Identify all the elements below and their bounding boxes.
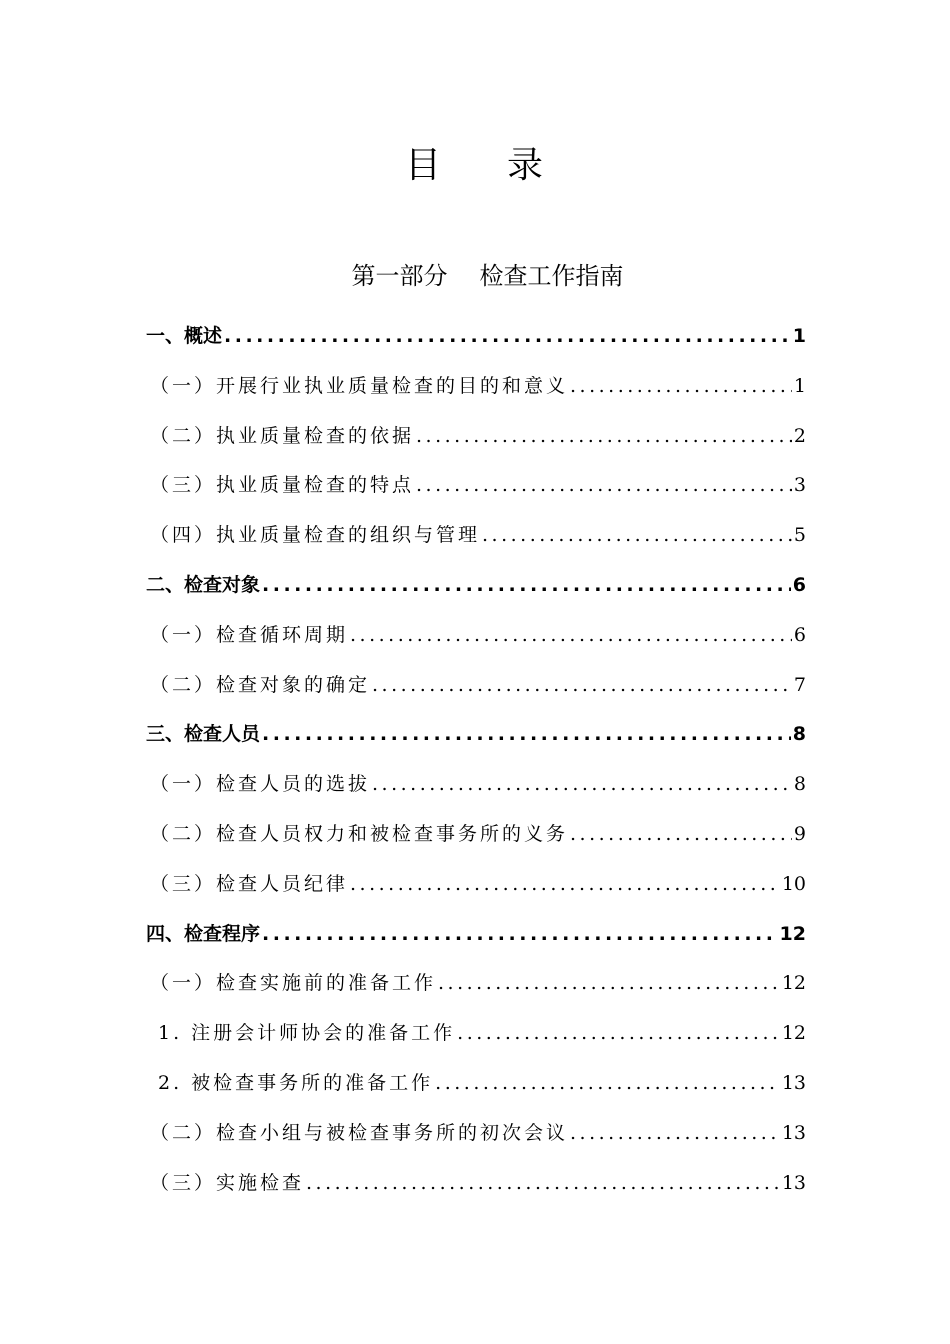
toc-entry-label: 一、概述 xyxy=(146,325,223,347)
toc-dot-leader xyxy=(350,860,780,910)
toc-entry[interactable] xyxy=(146,511,806,561)
toc-entry[interactable] xyxy=(146,1109,806,1159)
toc-page-number: 3 xyxy=(793,474,806,497)
toc-page-number: 12 xyxy=(781,1022,806,1045)
toc-entry[interactable] xyxy=(146,412,806,462)
toc-entry-label: （二）检查小组与被检查事务所的初次会议 xyxy=(150,1121,569,1144)
toc-entry-label: （一）开展行业执业质量检查的目的和意义 xyxy=(150,374,569,397)
toc-dot-leader xyxy=(570,362,792,412)
toc-entry-label: 二、检查对象 xyxy=(146,573,261,596)
toc-entry[interactable] xyxy=(146,760,806,810)
toc-entry[interactable] xyxy=(146,362,806,412)
toc-page-number: 8 xyxy=(793,773,806,796)
toc-entry-label: 1. 注册会计师协会的准备工作 xyxy=(158,1022,456,1045)
toc-page-number: 1 xyxy=(793,374,806,397)
toc-entry-label: 2. 被检查事务所的准备工作 xyxy=(158,1071,434,1094)
toc-dot-leader xyxy=(570,810,792,860)
toc-page-number: 12 xyxy=(779,922,806,945)
toc-entry-label: （三）执业质量检查的特点 xyxy=(150,474,415,497)
toc-dot-leader xyxy=(350,611,792,661)
toc-entry-label: （一）检查实施前的准备工作 xyxy=(150,972,437,995)
toc-entry-label: （一）检查人员的选拔 xyxy=(150,773,371,796)
toc-entry[interactable] xyxy=(146,1009,806,1059)
toc-page-number: 10 xyxy=(781,872,806,895)
toc-dot-leader xyxy=(372,661,792,711)
toc-page-number: 13 xyxy=(781,1071,806,1094)
title-char-2: 录 xyxy=(507,145,546,186)
page-title xyxy=(0,138,950,194)
toc-entry-label: 四、检查程序 xyxy=(146,922,261,945)
toc-entry-label: （二）检查人员权力和被检查事务所的义务 xyxy=(150,822,569,845)
toc-page-number: 13 xyxy=(781,1171,806,1194)
toc-dot-leader xyxy=(372,760,792,810)
table-of-contents xyxy=(146,312,806,1208)
toc-entry[interactable] xyxy=(146,561,806,611)
toc-dot-leader xyxy=(262,910,778,960)
toc-entry[interactable] xyxy=(146,1159,806,1209)
toc-entry-label: （三）检查人员纪律 xyxy=(150,872,349,895)
toc-page-number: 9 xyxy=(793,822,806,845)
toc-entry[interactable] xyxy=(146,910,806,960)
toc-entry-label: （二）执业质量检查的依据 xyxy=(150,424,415,447)
toc-entry-label: 三、检查人员 xyxy=(146,723,261,746)
toc-page-number: 6 xyxy=(792,573,806,596)
toc-page-number: 8 xyxy=(792,723,806,746)
toc-dot-leader xyxy=(306,1159,780,1209)
toc-dot-leader xyxy=(570,1109,780,1159)
toc-entry[interactable] xyxy=(146,959,806,1009)
toc-entry[interactable] xyxy=(146,860,806,910)
toc-page-number: 13 xyxy=(781,1121,806,1144)
part-heading xyxy=(0,256,950,296)
toc-dot-leader xyxy=(262,561,791,611)
toc-dot-leader xyxy=(482,511,792,561)
toc-page-number: 7 xyxy=(793,673,806,696)
toc-page-number: 6 xyxy=(793,623,806,646)
toc-entry[interactable] xyxy=(146,312,806,362)
toc-dot-leader xyxy=(457,1009,780,1059)
toc-page-number: 5 xyxy=(793,524,806,547)
toc-entry-label: （二）检查对象的确定 xyxy=(150,673,371,696)
toc-entry-label: （四）执业质量检查的组织与管理 xyxy=(150,524,481,547)
toc-entry[interactable] xyxy=(146,611,806,661)
toc-page-number: 1 xyxy=(792,325,806,347)
toc-entry[interactable] xyxy=(146,1059,806,1109)
toc-page-number: 2 xyxy=(793,424,806,447)
toc-dot-leader xyxy=(416,461,792,511)
title-char-1: 目 xyxy=(404,145,443,186)
toc-entry[interactable] xyxy=(146,661,806,711)
toc-entry[interactable] xyxy=(146,710,806,760)
toc-dot-leader xyxy=(224,312,791,362)
toc-entry-label: （三）实施检查 xyxy=(150,1171,305,1194)
toc-dot-leader xyxy=(262,710,791,760)
toc-entry[interactable] xyxy=(146,810,806,860)
part-name: 检查工作指南 xyxy=(479,262,624,290)
toc-dot-leader xyxy=(435,1059,780,1109)
toc-entry-label: （一）检查循环周期 xyxy=(150,623,349,646)
toc-dot-leader xyxy=(416,412,792,462)
part-label: 第一部分 xyxy=(351,262,448,290)
toc-entry[interactable] xyxy=(146,461,806,511)
toc-dot-leader xyxy=(438,959,780,1009)
toc-page-number: 12 xyxy=(781,972,806,995)
